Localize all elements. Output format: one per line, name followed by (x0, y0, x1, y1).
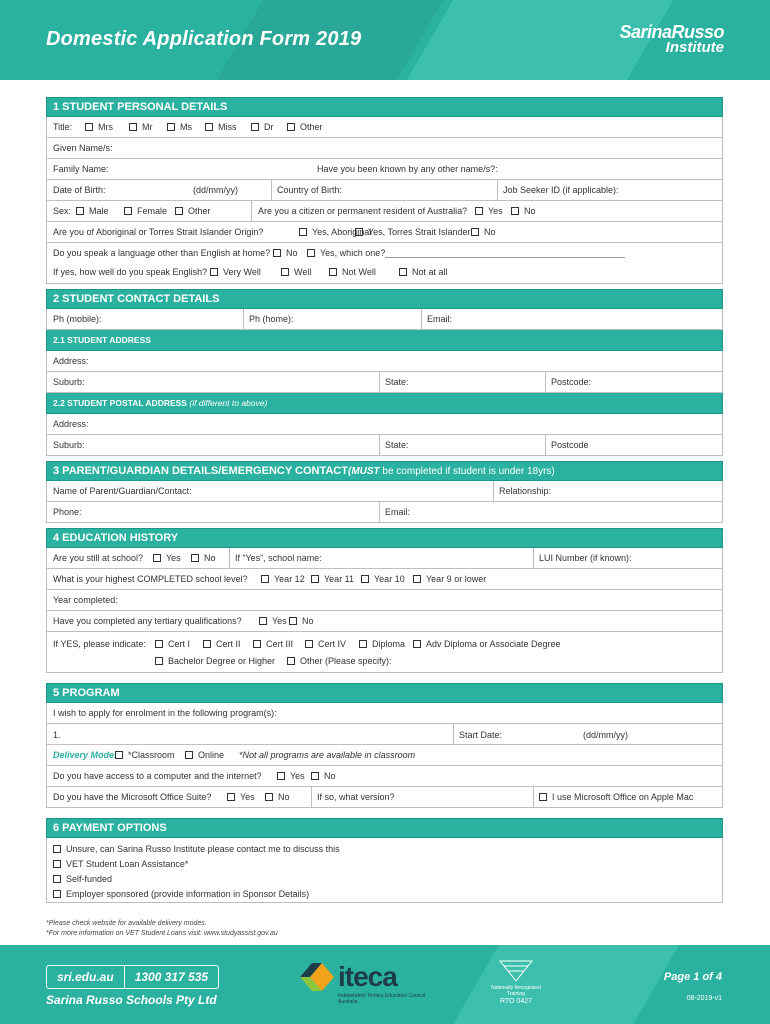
payment-self-funded-option[interactable] (53, 874, 112, 884)
payment-unsure-option[interactable] (53, 844, 340, 854)
nrt-triangle-icon (496, 959, 536, 983)
suburb-row (46, 372, 723, 393)
checkbox[interactable] (539, 793, 547, 801)
must-word: (MUST (347, 466, 380, 477)
title-dr-option[interactable] (251, 122, 274, 132)
option-label: No (286, 248, 298, 258)
title-mr-option[interactable] (129, 122, 153, 132)
option-label: Adv Diploma or Associate Degree (426, 639, 561, 649)
indicate-label: If YES, please indicate: (53, 639, 146, 649)
section-personal-details-header: 1 STUDENT PERSONAL DETAILS (46, 97, 723, 117)
checkbox[interactable] (277, 772, 285, 780)
diploma-option[interactable] (359, 639, 405, 649)
divider (421, 309, 422, 329)
divider (533, 548, 534, 568)
checkbox[interactable] (289, 617, 297, 625)
checkbox[interactable] (155, 640, 163, 648)
checkbox[interactable] (359, 640, 367, 648)
office-row (46, 787, 723, 808)
checkbox[interactable] (311, 575, 319, 583)
start-date-format: (dd/mm/yy) (583, 730, 628, 740)
checkbox[interactable] (153, 554, 161, 562)
checkbox[interactable] (287, 123, 295, 131)
school-no-option[interactable] (191, 553, 216, 563)
website-link[interactable]: sri.edu.au (47, 966, 125, 988)
section-payment-header: 6 PAYMENT OPTIONS (46, 818, 723, 838)
footnotes (46, 919, 278, 939)
address-row[interactable] (46, 351, 723, 372)
computer-question: Do you have access to a computer and the internet? (53, 771, 262, 781)
section-contact-details-header: 2 STUDENT CONTACT DETAILS (46, 289, 723, 309)
english-level-question: If yes, how well do you speak English? (53, 267, 208, 277)
option-label: Not at all (412, 267, 448, 277)
option-label: Year 9 or lower (426, 574, 487, 584)
contact-name-row (46, 481, 723, 502)
email-label: Email: (427, 314, 453, 324)
sarina-russo-logo (619, 24, 724, 56)
checkbox[interactable] (471, 228, 479, 236)
option-label: Year 10 (374, 574, 405, 584)
sex-female-option[interactable] (124, 206, 167, 216)
title-other-option[interactable] (287, 122, 323, 132)
postal-address-row[interactable] (46, 414, 723, 435)
home-phone-label: Ph (home): (249, 314, 294, 324)
option-label: Very Well (223, 267, 261, 277)
divider (229, 548, 230, 568)
postal-address-label: Address: (53, 419, 89, 429)
adv-diploma-option[interactable] (413, 639, 561, 649)
option-label: Not Well (342, 267, 376, 277)
family-name-label: Family Name: (53, 164, 109, 174)
language-answer-line[interactable] (385, 257, 625, 258)
checkbox[interactable] (53, 860, 61, 868)
option-label: Dr (264, 122, 274, 132)
postal-suburb-label: Suburb: (53, 440, 85, 450)
option-label: Yes, which one? (320, 248, 386, 258)
checkbox[interactable] (253, 640, 261, 648)
option-label: Cert II (216, 639, 241, 649)
citizen-no-option[interactable] (511, 206, 536, 216)
postal-suburb-row (46, 435, 723, 456)
checkbox[interactable] (205, 123, 213, 131)
postal-title: 2.2 STUDENT POSTAL ADDRESS (53, 398, 187, 408)
iteca-wordmark: iteca (338, 961, 397, 992)
divider (243, 309, 244, 329)
delivery-mode-label: Delivery Mode: (53, 750, 118, 760)
still-at-school-question: Are you still at school? (53, 553, 144, 563)
iteca-tagline: Independent Tertiary Education Council Australia (338, 993, 426, 1005)
start-date-label: Start Date: (459, 730, 503, 740)
checkbox[interactable] (281, 268, 289, 276)
option-label: Other (300, 122, 323, 132)
country-label: Country of Birth: (277, 185, 343, 195)
title-ms-option[interactable] (167, 122, 192, 132)
given-names-row[interactable] (46, 138, 723, 159)
option-label: Online (198, 750, 225, 760)
other-qualification-option[interactable] (287, 656, 392, 666)
sex-label: Sex: (53, 206, 72, 216)
contact-phone-row (46, 502, 723, 523)
program-number: 1. (53, 730, 61, 740)
option-label: Female (137, 206, 168, 216)
option-label: Cert III (266, 639, 294, 649)
option-label: *Classroom (128, 750, 175, 760)
option-label: Yes (166, 553, 181, 563)
phone-number[interactable]: 1300 317 535 (134, 970, 209, 984)
option-label: Mrs (98, 122, 113, 132)
apply-label: I wish to apply for enrolment in the following program(s): (53, 708, 277, 718)
option-label: No (524, 206, 536, 216)
contact-pill (46, 965, 219, 989)
option-label: Ms (180, 122, 192, 132)
title-miss-option[interactable] (205, 122, 237, 132)
checkbox[interactable] (329, 268, 337, 276)
school-yes-option[interactable] (153, 553, 181, 563)
option-label: No (324, 771, 336, 781)
payment-vet-loan-option[interactable] (53, 859, 188, 869)
program-row[interactable] (46, 724, 723, 745)
other-names-label: Have you been known by any other name/s?: (317, 164, 498, 174)
must-rest: be completed if student is under 18yrs) (379, 466, 555, 477)
tertiary-yes-option[interactable] (259, 616, 287, 626)
birth-row (46, 180, 723, 201)
footnote-vet-loans: *For more information on VET Student Loans visit: www.studyassist.gov.au (46, 930, 278, 937)
phone-row (46, 309, 723, 330)
divider (493, 481, 494, 501)
postcode-label: Postcode: (551, 377, 592, 387)
footnote-delivery: *Please check website for available delivery modes. (46, 920, 207, 927)
aboriginal-question: Are you of Aboriginal or Torres Strait Islander Origin? (53, 227, 264, 237)
office-yes-option[interactable] (227, 792, 255, 802)
school-level-question: What is your highest COMPLETED school level? (53, 574, 248, 584)
iteca-mark-icon (300, 963, 334, 991)
divider (271, 180, 272, 200)
nrt-logo (486, 959, 546, 1005)
must-note (348, 466, 555, 477)
school-name-label: If “Yes”, school name: (235, 553, 322, 563)
option-label: Employer sponsored (provide information in Sponsor Details) (66, 889, 310, 899)
checkbox[interactable] (305, 640, 313, 648)
contact-name-label: Name of Parent/Guardian/Contact: (53, 486, 192, 496)
year10-option[interactable] (361, 574, 405, 584)
company-name: Sarina Russo Schools Pty Ltd (46, 993, 217, 1007)
checkbox[interactable] (307, 249, 315, 257)
family-name-row[interactable] (46, 159, 723, 180)
language-yes-option[interactable] (307, 248, 385, 258)
not-well-option[interactable] (329, 267, 376, 277)
divider (379, 372, 380, 392)
checkbox[interactable] (511, 207, 519, 215)
option-label: Bachelor Degree or Higher (168, 656, 276, 666)
still-at-school-row (46, 548, 723, 569)
divider (545, 372, 546, 392)
option-label: Yes (272, 616, 287, 626)
option-label: Cert IV (318, 639, 347, 649)
apple-mac-option[interactable] (539, 792, 693, 802)
cert4-option[interactable] (305, 639, 346, 649)
dob-format: (dd/mm/yy) (193, 185, 238, 195)
divider (379, 435, 380, 455)
option-label: Cert I (168, 639, 191, 649)
year12-option[interactable] (261, 574, 305, 584)
checkbox[interactable] (273, 249, 281, 257)
logo-line-1: SarinaRusso (619, 22, 724, 42)
not-at-all-option[interactable] (399, 267, 448, 277)
tertiary-row (46, 611, 723, 632)
option-label: Yes (488, 206, 503, 216)
sex-other-option[interactable] (175, 206, 211, 216)
aboriginal-row (46, 222, 723, 243)
option-label: Year 12 (274, 574, 305, 584)
dob-label: Date of Birth: (53, 185, 106, 195)
online-option[interactable] (185, 750, 224, 760)
checkbox[interactable] (53, 875, 61, 883)
contact-email-label: Email: (385, 507, 411, 517)
application-form (46, 97, 723, 903)
option-label: Year 11 (324, 574, 355, 584)
citizen-yes-option[interactable] (475, 206, 503, 216)
option-label: Yes, Torres Strait Islander (368, 227, 471, 237)
year11-option[interactable] (311, 574, 354, 584)
yes-torres-option[interactable] (355, 227, 471, 237)
footer-decoration (430, 945, 691, 1024)
year9-option[interactable] (413, 574, 486, 584)
address-label: Address: (53, 356, 89, 366)
option-label: Well (294, 267, 312, 277)
given-names-label: Given Name/s: (53, 143, 113, 153)
payment-options-box (46, 838, 723, 903)
checkbox[interactable] (413, 640, 421, 648)
tertiary-no-option[interactable] (289, 616, 314, 626)
checkbox[interactable] (311, 772, 319, 780)
checkbox[interactable] (265, 793, 273, 801)
option-label: Yes (240, 792, 255, 802)
option-label: Other (Please specify): (300, 656, 392, 666)
checkbox[interactable] (210, 268, 218, 276)
option-label: No (302, 616, 314, 626)
checkbox[interactable] (287, 657, 295, 665)
contact-phone-label: Phone: (53, 507, 82, 517)
option-label: No (204, 553, 216, 563)
checkbox[interactable] (115, 751, 123, 759)
section-education-header: 4 EDUCATION HISTORY (46, 528, 723, 548)
divider (311, 787, 312, 807)
sex-row (46, 201, 723, 222)
divider (533, 787, 534, 807)
office-version-label: If so, what version? (317, 792, 395, 802)
option-label: VET Student Loan Assistance* (66, 859, 189, 869)
option-label: Mr (142, 122, 153, 132)
sex-male-option[interactable] (76, 206, 109, 216)
option-label: Self-funded (66, 874, 113, 884)
section-program-header: 5 PROGRAM (46, 683, 723, 703)
citizen-question: Are you a citizen or permanent resident of Australia? (258, 206, 468, 216)
cert3-option[interactable] (253, 639, 293, 649)
checkbox[interactable] (53, 845, 61, 853)
postal-address-header (46, 393, 723, 414)
logo-line-2: Institute (665, 39, 724, 56)
checkbox[interactable] (227, 793, 235, 801)
language-row (46, 243, 723, 284)
checkbox[interactable] (167, 123, 175, 131)
postal-state-label: State: (385, 440, 409, 450)
very-well-option[interactable] (210, 267, 261, 277)
apply-row (46, 703, 723, 724)
option-label: Yes (290, 771, 305, 781)
cert2-option[interactable] (203, 639, 241, 649)
classroom-option[interactable] (115, 750, 175, 760)
relationship-label: Relationship: (499, 486, 552, 496)
state-label: State: (385, 377, 409, 387)
checkbox[interactable] (399, 268, 407, 276)
tertiary-question: Have you completed any tertiary qualifications? (53, 616, 242, 626)
page-footer (0, 945, 770, 1024)
student-address-header: 2.1 STUDENT ADDRESS (46, 330, 723, 351)
divider (453, 724, 454, 744)
option-label: Miss (218, 122, 237, 132)
checkbox[interactable] (124, 207, 132, 215)
payment-employer-option[interactable] (53, 889, 309, 899)
divider (497, 180, 498, 200)
option-label: Other (188, 206, 211, 216)
checkbox[interactable] (355, 228, 363, 236)
well-option[interactable] (281, 267, 311, 277)
bachelor-option[interactable] (155, 656, 275, 666)
checkbox[interactable] (76, 207, 84, 215)
school-level-row (46, 569, 723, 590)
lui-label: LUI Number (if known): (539, 553, 632, 563)
divider (379, 502, 380, 522)
checkbox[interactable] (53, 890, 61, 898)
option-label: No (484, 227, 496, 237)
checkbox[interactable] (129, 123, 137, 131)
checkbox[interactable] (175, 207, 183, 215)
checkbox[interactable] (203, 640, 211, 648)
checkbox[interactable] (413, 575, 421, 583)
computer-yes-option[interactable] (277, 771, 305, 781)
postal-postcode-label: Postcode (551, 440, 589, 450)
qualification-row (46, 632, 723, 673)
aboriginal-no-option[interactable] (471, 227, 496, 237)
section-title: 3 PARENT/GUARDIAN DETAILS/EMERGENCY CONTACT (53, 465, 348, 477)
option-label: No (278, 792, 290, 802)
option-label: Male (89, 206, 109, 216)
language-question: Do you speak a language other than English at home? (53, 248, 271, 258)
office-no-option[interactable] (265, 792, 290, 802)
language-no-option[interactable] (273, 248, 298, 258)
suburb-label: Suburb: (53, 377, 85, 387)
option-label: Diploma (372, 639, 406, 649)
divider (251, 201, 252, 221)
computer-no-option[interactable] (311, 771, 336, 781)
mobile-label: Ph (mobile): (53, 314, 102, 324)
delivery-mode-row (46, 745, 723, 766)
section-emergency-contact-header (46, 461, 723, 481)
office-question: Do you have the Microsoft Office Suite? (53, 792, 212, 802)
form-title: Domestic Application Form 2019 (46, 28, 362, 50)
checkbox[interactable] (85, 123, 93, 131)
title-mrs-option[interactable] (85, 122, 113, 132)
checkbox[interactable] (259, 617, 267, 625)
option-label: I use Microsoft Office on Apple Mac (552, 792, 694, 802)
checkbox[interactable] (185, 751, 193, 759)
form-version: 08-2019-v1 (686, 995, 722, 1002)
checkbox[interactable] (261, 575, 269, 583)
page-number: Page 1 of 4 (663, 971, 722, 983)
year-completed-label: Year completed: (53, 595, 118, 605)
rto-code: RTO 0427 (499, 998, 533, 1005)
year-completed-row[interactable] (46, 590, 723, 611)
checkbox[interactable] (299, 228, 307, 236)
checkbox[interactable] (155, 657, 163, 665)
cert1-option[interactable] (155, 639, 190, 649)
postal-note: (if different to above) (189, 398, 268, 408)
checkbox[interactable] (191, 554, 199, 562)
option-label: Unsure, can Sarina Russo Institute please contact me to discuss this (66, 844, 340, 854)
nrt-text: Nationally Recognised Training (491, 985, 541, 997)
jobseeker-label: Job Seeker ID (if applicable): (503, 185, 619, 195)
page-header (0, 0, 770, 80)
title-row (46, 117, 723, 138)
delivery-note: *Not all programs are available in classroom (239, 750, 416, 760)
title-label: Title: (53, 122, 73, 132)
computer-access-row (46, 766, 723, 787)
checkbox[interactable] (475, 207, 483, 215)
checkbox[interactable] (361, 575, 369, 583)
option-label: Yes, Aboriginal (312, 227, 372, 237)
checkbox[interactable] (251, 123, 259, 131)
divider (545, 435, 546, 455)
